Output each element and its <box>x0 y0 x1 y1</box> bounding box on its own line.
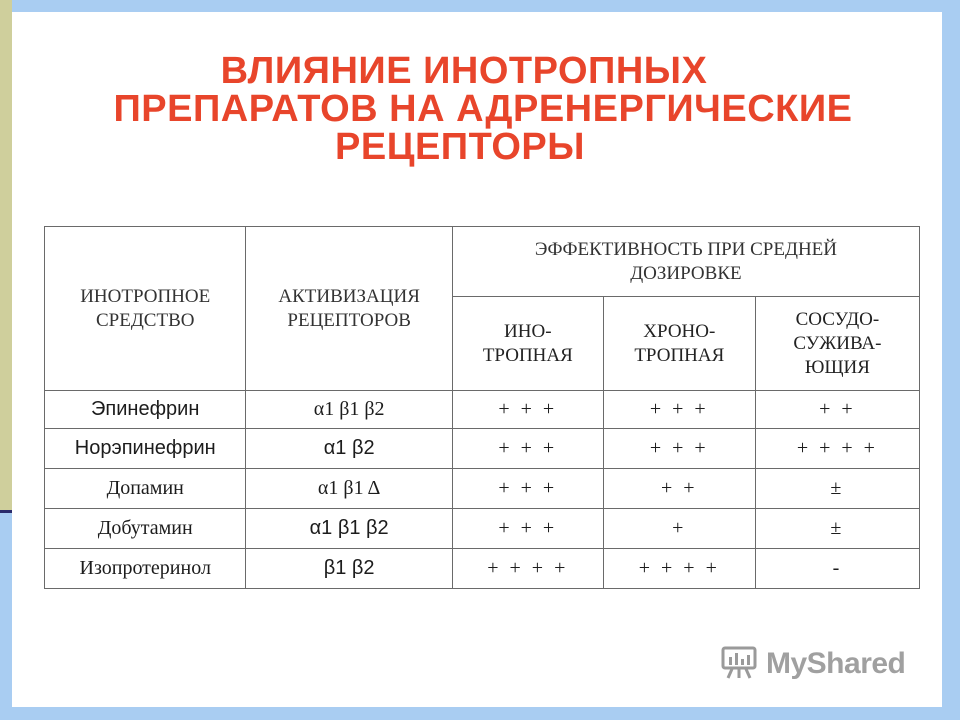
receptor-cell: β1 β2 <box>246 549 452 589</box>
receptor-cell: α1 β1 Δ <box>246 469 452 509</box>
drug-name: Допамин <box>45 469 246 509</box>
vasoconstrict-cell: + + <box>755 391 919 429</box>
header-chronotropic: ХРОНО-ТРОПНАЯ <box>603 297 755 391</box>
logo-text: MyShared <box>766 647 906 680</box>
table-row <box>45 509 920 549</box>
vasoconstrict-cell: ± <box>755 509 919 549</box>
receptor-cell: α1 β1 β2 <box>246 391 452 429</box>
header-efficiency: ЭФФЕКТИВНОСТЬ ПРИ СРЕДНЕЙ ДОЗИРОВКЕ <box>452 227 919 297</box>
chronotropic-cell: + + <box>603 469 755 509</box>
inotropic-cell: + + + <box>452 391 603 429</box>
chronotropic-cell: + + + + <box>603 549 755 589</box>
drug-name: Эпинефрин <box>45 391 246 429</box>
header-receptors: АКТИВИЗАЦИЯ РЕЦЕПТОРОВ <box>246 227 452 391</box>
receptor-table <box>44 226 920 589</box>
slide <box>12 12 942 707</box>
chronotropic-cell: + + + <box>603 429 755 469</box>
drug-name: Изопротеринол <box>45 549 246 589</box>
title-line-1: ВЛИЯНИЕ ИНОТРОПНЫХ <box>220 50 708 92</box>
title-line-2: ПРЕПАРАТОВ НА АДРЕНЕРГИЧЕСКИЕ <box>113 88 853 130</box>
vasoconstrict-cell: - <box>755 549 919 589</box>
top-strip <box>0 0 960 12</box>
header-drug: ИНОТРОПНОЕ СРЕДСТВО <box>45 227 246 391</box>
inotropic-cell: + + + <box>452 509 603 549</box>
chronotropic-cell: + <box>603 509 755 549</box>
table-row <box>45 549 920 589</box>
receptor-cell: α1 β2 <box>246 429 452 469</box>
drug-name: Добутамин <box>45 509 246 549</box>
inotropic-cell: + + + <box>452 429 603 469</box>
vasoconstrict-cell: + + + + <box>755 429 919 469</box>
table-row <box>45 469 920 509</box>
header-inotropic: ИНО-ТРОПНАЯ <box>452 297 603 391</box>
drug-name: Норэпинефрин <box>45 429 246 469</box>
inotropic-cell: + + + <box>452 469 603 509</box>
presentation-board-icon <box>720 643 758 686</box>
table-row <box>45 429 920 469</box>
title-line-3: РЕЦЕПТОРЫ <box>335 126 585 168</box>
chronotropic-cell: + + + <box>603 391 755 429</box>
slide-title <box>12 52 942 166</box>
myshared-logo[interactable] <box>720 644 905 684</box>
receptor-cell: α1 β1 β2 <box>246 509 452 549</box>
table-row <box>45 391 920 429</box>
header-vasoconstrict: СОСУДО-СУЖИВА-ЮЩИЯ <box>755 297 919 391</box>
vasoconstrict-cell: ± <box>755 469 919 509</box>
inotropic-cell: + + + + <box>452 549 603 589</box>
